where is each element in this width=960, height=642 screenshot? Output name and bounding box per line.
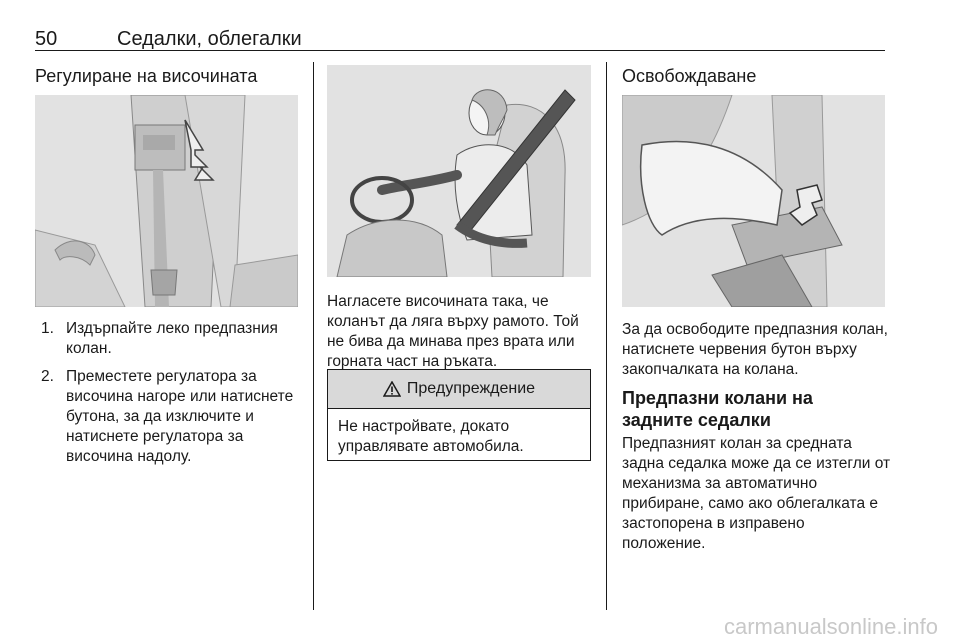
section-title-release: Освобождаване <box>622 66 757 86</box>
step-number: 2. <box>41 368 54 385</box>
step-text: Издърпайте леко предпазния колан. <box>66 320 278 357</box>
list-item <box>35 367 300 467</box>
release-paragraph: За да освободите предпазния колан, натиснете червения бутон върху закопчалката на колана. <box>622 321 888 378</box>
header-divider <box>35 50 885 51</box>
adjust-height-paragraph: Нагласете височината така, че коланът да ляга върху рамото. Той не бива да минава през врата или горната част на ръката. <box>327 293 579 370</box>
rear-seat-belts-paragraph: Предпазният колан за средната задна седалка може да се изтегли от механизма за автоматично прибиране, само ако облегалката е застопорена в изправено положение. <box>622 435 891 552</box>
section-title-height-adjustment: Регулиране на височината <box>35 66 258 86</box>
driver-wearing-seat-belt-illustration <box>327 65 591 277</box>
page-header <box>35 24 885 52</box>
hand-pressing-belt-release-button-illustration <box>622 95 885 307</box>
page-number: 50 <box>35 28 58 50</box>
release-drawing <box>622 95 885 307</box>
warning-title: Предупреждение <box>406 380 536 397</box>
warning-header <box>328 370 590 409</box>
seat-belt-height-adjuster-illustration <box>35 95 298 307</box>
rear-seat-belts-heading: Предпазни колани на задните седалки <box>622 388 813 430</box>
pillar-adjuster-drawing <box>35 95 298 307</box>
watermark: carmanualsonline.info <box>723 614 938 639</box>
step-text: Преместете регулатора за височина нагоре или натиснете бутона, за да изключите и натиснете регулатора за височина надолу. <box>66 368 294 465</box>
warning-text: Не настройвате, докато управлявате автомобила. <box>338 418 524 455</box>
list-item <box>35 319 300 359</box>
column-divider-1 <box>313 62 314 610</box>
step-number: 1. <box>41 320 54 337</box>
warning-box <box>327 369 591 461</box>
column-divider-2 <box>606 62 607 610</box>
chapter-title: Седалки, облегалки <box>117 28 302 50</box>
steps-list <box>35 319 300 475</box>
driver-drawing <box>327 65 591 277</box>
warning-triangle-icon <box>383 381 401 397</box>
